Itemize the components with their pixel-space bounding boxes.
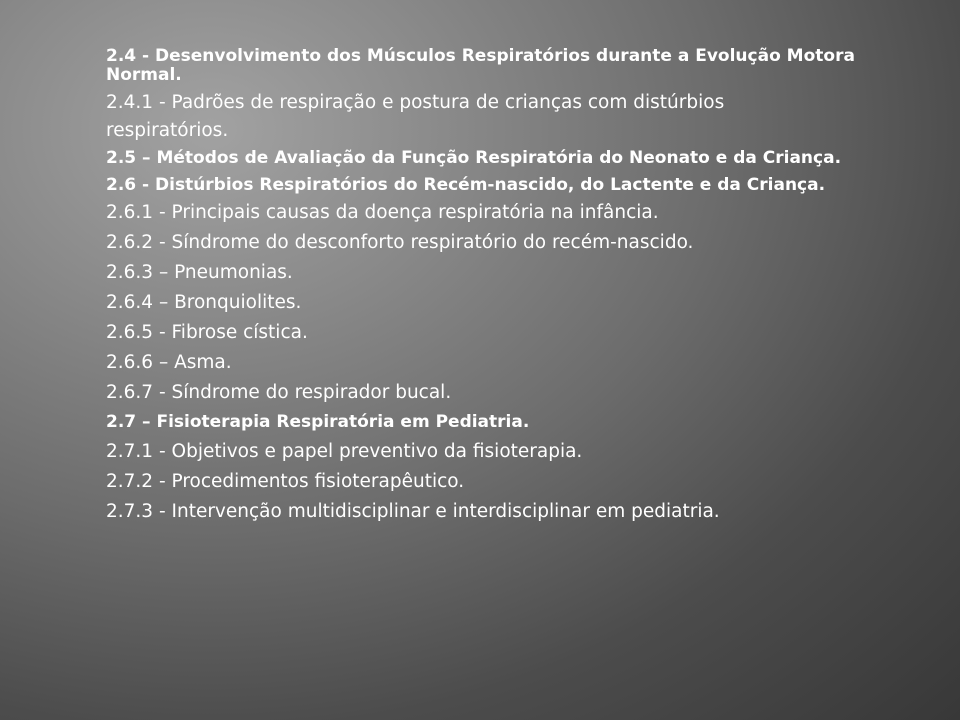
outline-subitem: 2.6.4 – Bronquiolites.	[106, 292, 302, 313]
outline-heading: 2.5 – Métodos de Avaliação da Função Respiratória do Neonato e da Criança.	[106, 148, 842, 168]
outline-subitem: 2.7.3 - Intervenção multidisciplinar e interdisciplinar em pediatria.	[106, 501, 720, 522]
outline-subitem: 2.6.5 - Fibrose cística.	[106, 322, 308, 343]
outline-heading: 2.6 - Distúrbios Respiratórios do Recém-nascido, do Lactente e da Criança.	[106, 175, 826, 195]
outline-heading: 2.4 - Desenvolvimento dos Músculos Respiratórios durante a Evolução Motora Normal.	[106, 46, 855, 85]
outline-subitem: 2.6.7 - Síndrome do respirador bucal.	[106, 382, 452, 403]
outline-heading: 2.7 – Fisioterapia Respiratória em Pediatria.	[106, 412, 530, 432]
outline-subitem: 2.6.6 – Asma.	[106, 352, 232, 373]
outline-subitem: 2.6.2 - Síndrome do desconforto respiratório do recém-nascido.	[106, 232, 694, 253]
outline-subitem: 2.6.3 – Pneumonias.	[106, 262, 293, 283]
outline-subitem: 2.7.2 - Procedimentos fisioterapêutico.	[106, 471, 465, 492]
outline-subitem: 2.7.1 - Objetivos e papel preventivo da fisioterapia.	[106, 441, 583, 462]
outline-subitem: 2.4.1 - Padrões de respiração e postura de crianças com distúrbios	[106, 92, 725, 113]
topic-outline	[106, 40, 906, 522]
outline-subitem: 2.6.1 - Principais causas da doença respiratória na infância.	[106, 202, 659, 223]
outline-continuation: respiratórios.	[106, 120, 229, 141]
